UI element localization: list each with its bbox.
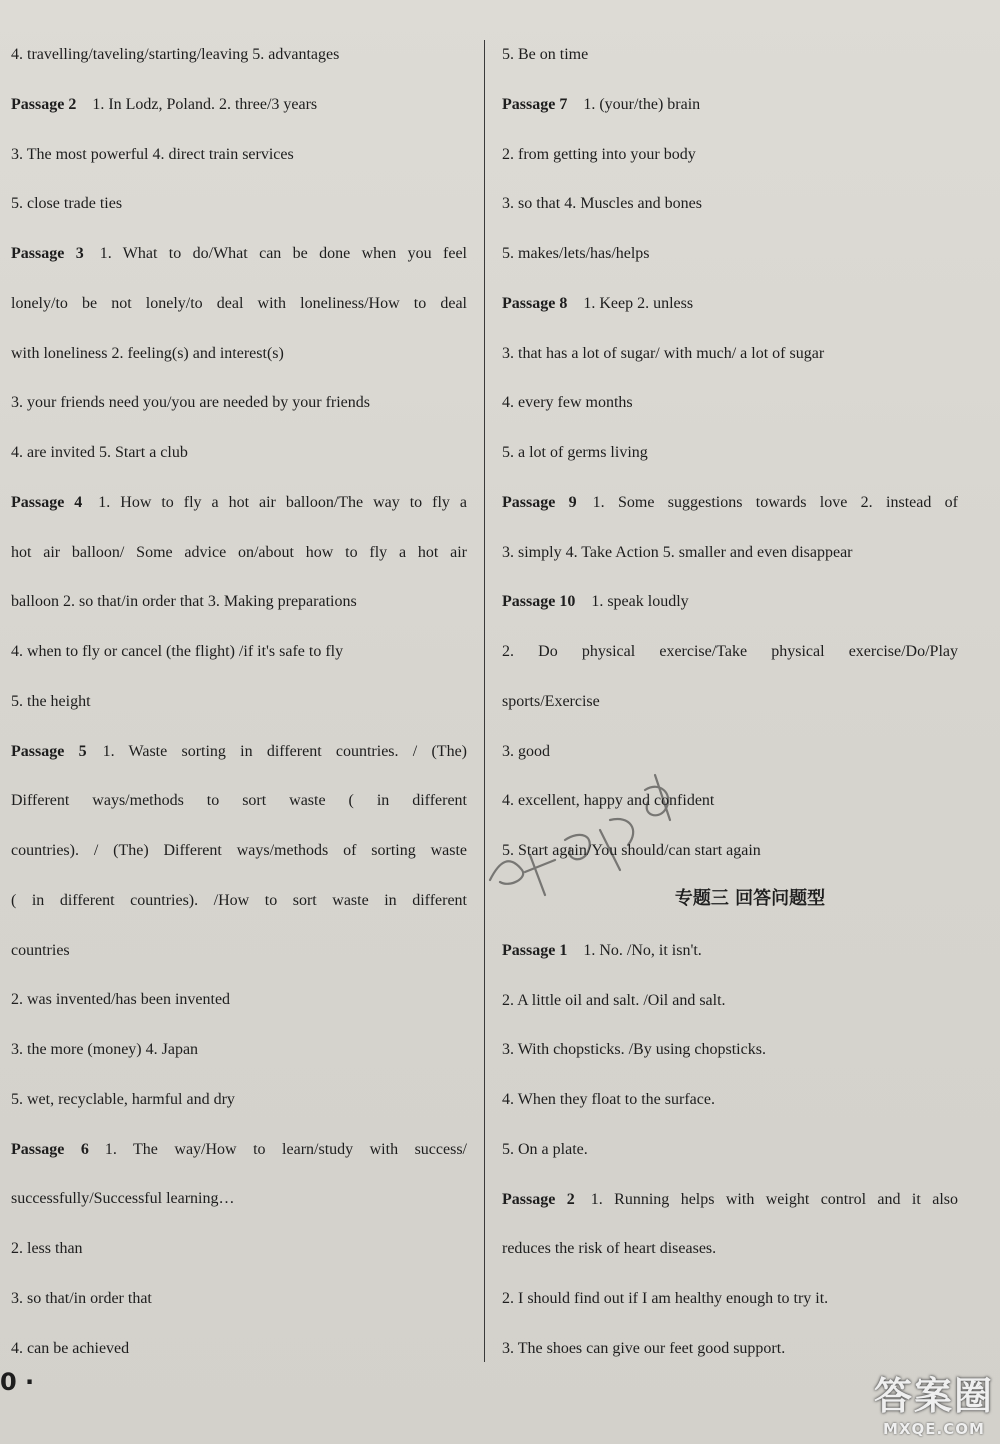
answer-text: 3. With chopsticks. /By using chopsticks. bbox=[502, 1041, 766, 1059]
answer-line bbox=[11, 679, 467, 729]
answer-line bbox=[11, 1127, 467, 1177]
answer-text: 5. Start again/You should/can start again bbox=[502, 842, 761, 859]
answer-line bbox=[11, 231, 467, 281]
answer-text: 5. wet, recyclable, harmful and dry bbox=[11, 1090, 235, 1108]
answer-line bbox=[502, 231, 958, 281]
answer-text: Different ways/methods to sort waste ( in different bbox=[11, 792, 467, 810]
answer-text: 4. travelling/taveling/starting/leaving 5. advantages bbox=[11, 46, 340, 63]
passage-label: Passage 1 bbox=[502, 941, 568, 959]
answer-text: 1. No. /No, it isn't. bbox=[583, 941, 702, 959]
answer-line bbox=[11, 181, 467, 231]
answer-line bbox=[11, 928, 467, 978]
answer-text: 5. On a plate. bbox=[502, 1140, 588, 1158]
answer-text: 1. How to fly a hot air balloon/The way to fly a bbox=[98, 493, 467, 511]
answer-text: 5. a lot of germs living bbox=[502, 444, 648, 461]
answer-line bbox=[502, 380, 958, 430]
answer-line bbox=[11, 32, 467, 82]
answer-text: 3. that has a lot of sugar/ with much/ a lot of sugar bbox=[502, 344, 825, 362]
passage-label: Passage 7 bbox=[502, 95, 568, 113]
answer-text: 2. A little oil and salt. /Oil and salt. bbox=[502, 991, 726, 1009]
answer-line bbox=[11, 281, 467, 331]
answer-line bbox=[11, 331, 467, 381]
answer-line bbox=[502, 1177, 958, 1227]
answer-line bbox=[502, 32, 958, 82]
answer-text: 2. I should find out if I am healthy enough to try it. bbox=[502, 1290, 829, 1307]
answer-text: sports/Exercise bbox=[502, 692, 600, 710]
watermark-logo: 答案圈 bbox=[873, 1374, 994, 1418]
answer-text: 5. makes/lets/has/helps bbox=[502, 245, 650, 262]
answer-line bbox=[502, 281, 958, 331]
answer-line bbox=[502, 1276, 958, 1326]
answer-text: lonely/to be not lonely/to deal with loneliness/How to deal bbox=[11, 294, 467, 312]
right-column-top bbox=[502, 32, 958, 878]
answer-line bbox=[11, 430, 467, 480]
answer-line bbox=[11, 530, 467, 580]
answer-line bbox=[11, 579, 467, 629]
answer-text: balloon 2. so that/in order that 3. Making preparations bbox=[11, 593, 357, 611]
answer-text: 2. was invented/has been invented bbox=[11, 991, 231, 1009]
right-column-bottom bbox=[502, 928, 958, 1376]
page-number: 0 · bbox=[0, 1368, 35, 1396]
answer-text: reduces the risk of heart diseases. bbox=[502, 1240, 717, 1258]
answer-text: 5. the height bbox=[11, 692, 91, 710]
answer-line bbox=[502, 331, 958, 381]
answer-text: 2. less than bbox=[11, 1240, 83, 1257]
right-column bbox=[502, 32, 958, 1376]
passage-label: Passage 2 bbox=[502, 1190, 575, 1208]
answer-line bbox=[11, 878, 467, 928]
site-watermark bbox=[874, 1365, 994, 1438]
passage-label: Passage 3 bbox=[11, 245, 84, 262]
answer-line bbox=[11, 1077, 467, 1127]
answer-text: 1. What to do/What can be done when you feel bbox=[99, 245, 467, 262]
answer-text: 2. from getting into your body bbox=[502, 145, 696, 163]
watermark-url: MXQE.COM bbox=[883, 1420, 985, 1438]
answer-line bbox=[11, 1027, 467, 1077]
passage-label: Passage 2 bbox=[11, 95, 77, 113]
left-column bbox=[11, 32, 467, 1375]
answer-text: 3. so that 4. Muscles and bones bbox=[502, 195, 702, 213]
answer-line bbox=[502, 1077, 958, 1127]
answer-line bbox=[11, 380, 467, 430]
answer-line bbox=[11, 1226, 467, 1276]
answer-text: 1. The way/How to learn/study with success/ bbox=[104, 1140, 467, 1158]
answer-line bbox=[502, 181, 958, 231]
answer-line bbox=[11, 1326, 467, 1376]
answer-text: 3. good bbox=[502, 742, 550, 760]
answer-line bbox=[502, 679, 958, 729]
passage-label: Passage 10 bbox=[502, 593, 576, 611]
answer-line bbox=[502, 629, 958, 679]
answer-text: 1. speak loudly bbox=[591, 593, 689, 611]
answer-text: 5. Be on time bbox=[502, 46, 589, 63]
answer-text: 1. In Lodz, Poland. 2. three/3 years bbox=[92, 95, 318, 113]
answer-line bbox=[502, 430, 958, 480]
answer-line bbox=[502, 928, 958, 978]
answer-line bbox=[11, 1276, 467, 1326]
answer-line bbox=[11, 629, 467, 679]
answer-line bbox=[11, 1176, 467, 1226]
answer-text: 4. when to fly or cancel (the flight) /if it's safe to fly bbox=[11, 643, 344, 660]
handwritten-scribble bbox=[470, 760, 690, 900]
answer-text: 3. the more (money) 4. Japan bbox=[11, 1041, 199, 1058]
answer-line bbox=[502, 530, 958, 580]
answer-line bbox=[502, 978, 958, 1028]
answer-text: with loneliness 2. feeling(s) and interest(s) bbox=[11, 344, 284, 362]
answer-line bbox=[11, 977, 467, 1027]
answer-text: 1. (your/the) brain bbox=[583, 95, 701, 113]
answer-line bbox=[11, 82, 467, 132]
answer-line bbox=[11, 828, 467, 878]
answer-text: 4. When they float to the surface. bbox=[502, 1091, 715, 1108]
answer-text: successfully/Successful learning… bbox=[11, 1190, 235, 1208]
answer-line bbox=[11, 778, 467, 828]
answer-text: ( in different countries). /How to sort waste in different bbox=[11, 891, 467, 909]
answer-line bbox=[502, 579, 958, 629]
answer-text: 4. can be achieved bbox=[11, 1339, 130, 1357]
passage-label: Passage 9 bbox=[502, 493, 577, 511]
answer-text: hot air balloon/ Some advice on/about how to fly a hot air bbox=[11, 543, 467, 561]
passage-label: Passage 6 bbox=[11, 1140, 89, 1158]
answer-text: 2. Do physical exercise/Take physical exercise/Do/Play bbox=[502, 643, 958, 660]
answer-line bbox=[502, 132, 958, 182]
answer-text: 3. The shoes can give our feet good support. bbox=[502, 1339, 786, 1357]
answer-line bbox=[502, 480, 958, 530]
answer-text: 3. so that/in order that bbox=[11, 1289, 152, 1307]
answer-text: 5. close trade ties bbox=[11, 195, 123, 213]
answer-line bbox=[11, 729, 467, 779]
passage-label: Passage 4 bbox=[11, 493, 83, 511]
answer-text: 3. your friends need you/you are needed by your friends bbox=[11, 394, 370, 412]
answer-line bbox=[502, 1027, 958, 1077]
passage-label: Passage 8 bbox=[502, 294, 568, 312]
answer-text: 3. simply 4. Take Action 5. smaller and even disappear bbox=[502, 543, 853, 561]
answer-text: 1. Running helps with weight control and it also bbox=[590, 1190, 958, 1208]
answer-line bbox=[502, 82, 958, 132]
answer-text: 3. The most powerful 4. direct train services bbox=[11, 145, 294, 163]
answer-text: 4. excellent, happy and confident bbox=[502, 792, 715, 810]
answer-text: countries). / (The) Different ways/methods of sorting waste bbox=[11, 842, 467, 859]
answer-line bbox=[502, 1127, 958, 1177]
answer-text: 1. Keep 2. unless bbox=[583, 294, 694, 312]
answer-text: 4. are invited 5. Start a club bbox=[11, 444, 188, 461]
column-divider bbox=[484, 40, 485, 1362]
answer-line bbox=[502, 1226, 958, 1276]
answer-line bbox=[11, 480, 467, 530]
passage-label: Passage 5 bbox=[11, 742, 87, 760]
answer-text: 4. every few months bbox=[502, 394, 633, 412]
answer-text: 1. Waste sorting in different countries. / (The) bbox=[102, 742, 467, 760]
section-title: 专题三 回答问题型 bbox=[674, 887, 826, 909]
answer-line bbox=[11, 132, 467, 182]
answer-text: 1. Some suggestions towards love 2. instead of bbox=[592, 493, 958, 511]
answer-text: countries bbox=[11, 941, 70, 959]
